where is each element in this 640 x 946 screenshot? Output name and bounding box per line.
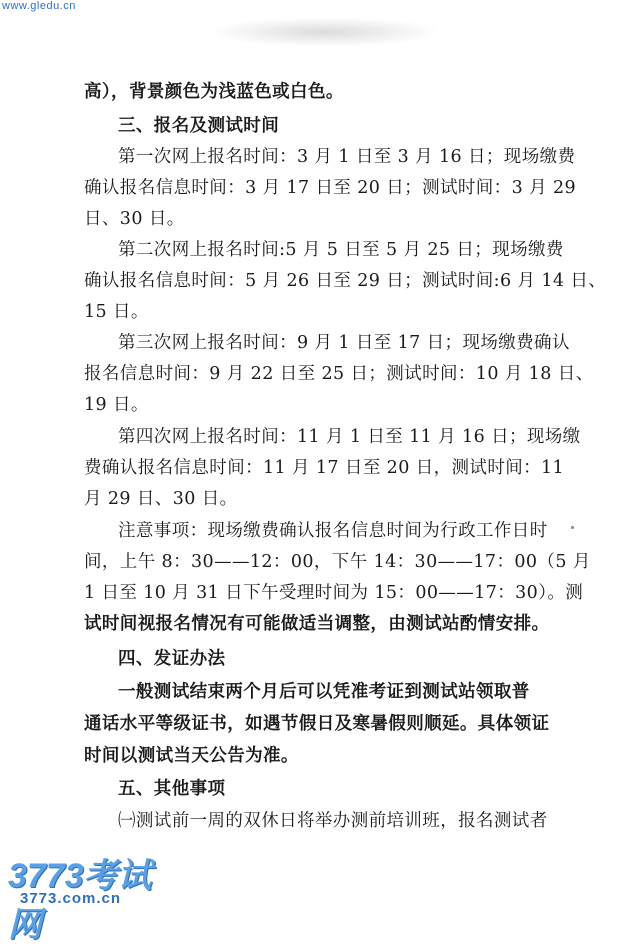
section-heading: 四、发证办法 xyxy=(118,649,226,669)
text-line: 高），背景颜色为浅蓝色或白色。 xyxy=(84,82,344,102)
text-line: 1 日至 10 月 31 日下午受理时间为 15：00——17：30）。测 xyxy=(84,583,584,603)
text-line: 注意事项：现场缴费确认报名信息时间为行政工作日时 xyxy=(118,521,548,541)
logo-sub-text: 3773.com.cn xyxy=(20,890,122,907)
text-line: 日、30 日。 xyxy=(84,209,185,229)
section-heading: 三、报名及测试时间 xyxy=(118,116,280,136)
text-line: 时间以测试当天公告为准。 xyxy=(84,746,299,766)
scan-smudge xyxy=(215,18,435,46)
scan-speck xyxy=(571,526,574,529)
text-line: 月 29 日、30 日。 xyxy=(84,489,238,509)
site-watermark: www.gledu.cn xyxy=(2,0,76,12)
text-line: 试时间视报名情况有可能做适当调整，由测试站酌情安排。 xyxy=(84,614,550,634)
text-line: 19 日。 xyxy=(84,395,149,415)
text-line: 报名信息时间：9 月 22 日至 25 日；测试时间：10 月 18 日、 xyxy=(84,364,594,384)
text-line: ㈠测试前一周的双休日将举办测前培训班，报名测试者 xyxy=(118,811,548,831)
text-line: 一般测试结束两个月后可以凭准考证到测试站领取普 xyxy=(118,682,530,702)
logo-main-text: 3773考试网 xyxy=(8,857,152,944)
text-line: 通话水平等级证书，如遇节假日及寒暑假则顺延。具体领证 xyxy=(84,714,550,734)
text-line: 确认报名信息时间：3 月 17 日至 20 日；测试时间：3 月 29 xyxy=(84,178,577,198)
text-line: 第四次网上报名时间：11 月 1 日至 11 月 16 日；现场缴 xyxy=(118,427,581,447)
text-line: 15 日。 xyxy=(84,302,149,322)
text-line: 第三次网上报名时间：9 月 1 日至 17 日；现场缴费确认 xyxy=(118,333,570,353)
text-line: 第二次网上报名时间:5 月 5 日至 5 月 25 日；现场缴费 xyxy=(118,240,564,260)
text-line: 费确认报名信息时间：11 月 17 日至 20 日，测试时间：11 xyxy=(84,458,565,478)
text-line: 第一次网上报名时间：3 月 1 日至 3 月 16 日；现场缴费 xyxy=(118,147,576,167)
text-line: 间，上午 8：30——12：00，下午 14：30——17：00（5 月 xyxy=(84,552,591,572)
text-line: 确认报名信息时间：5 月 26 日至 29 日；测试时间:6 月 14 日、 xyxy=(84,271,607,291)
section-heading: 五、其他事项 xyxy=(118,779,226,799)
site-logo xyxy=(8,848,178,944)
